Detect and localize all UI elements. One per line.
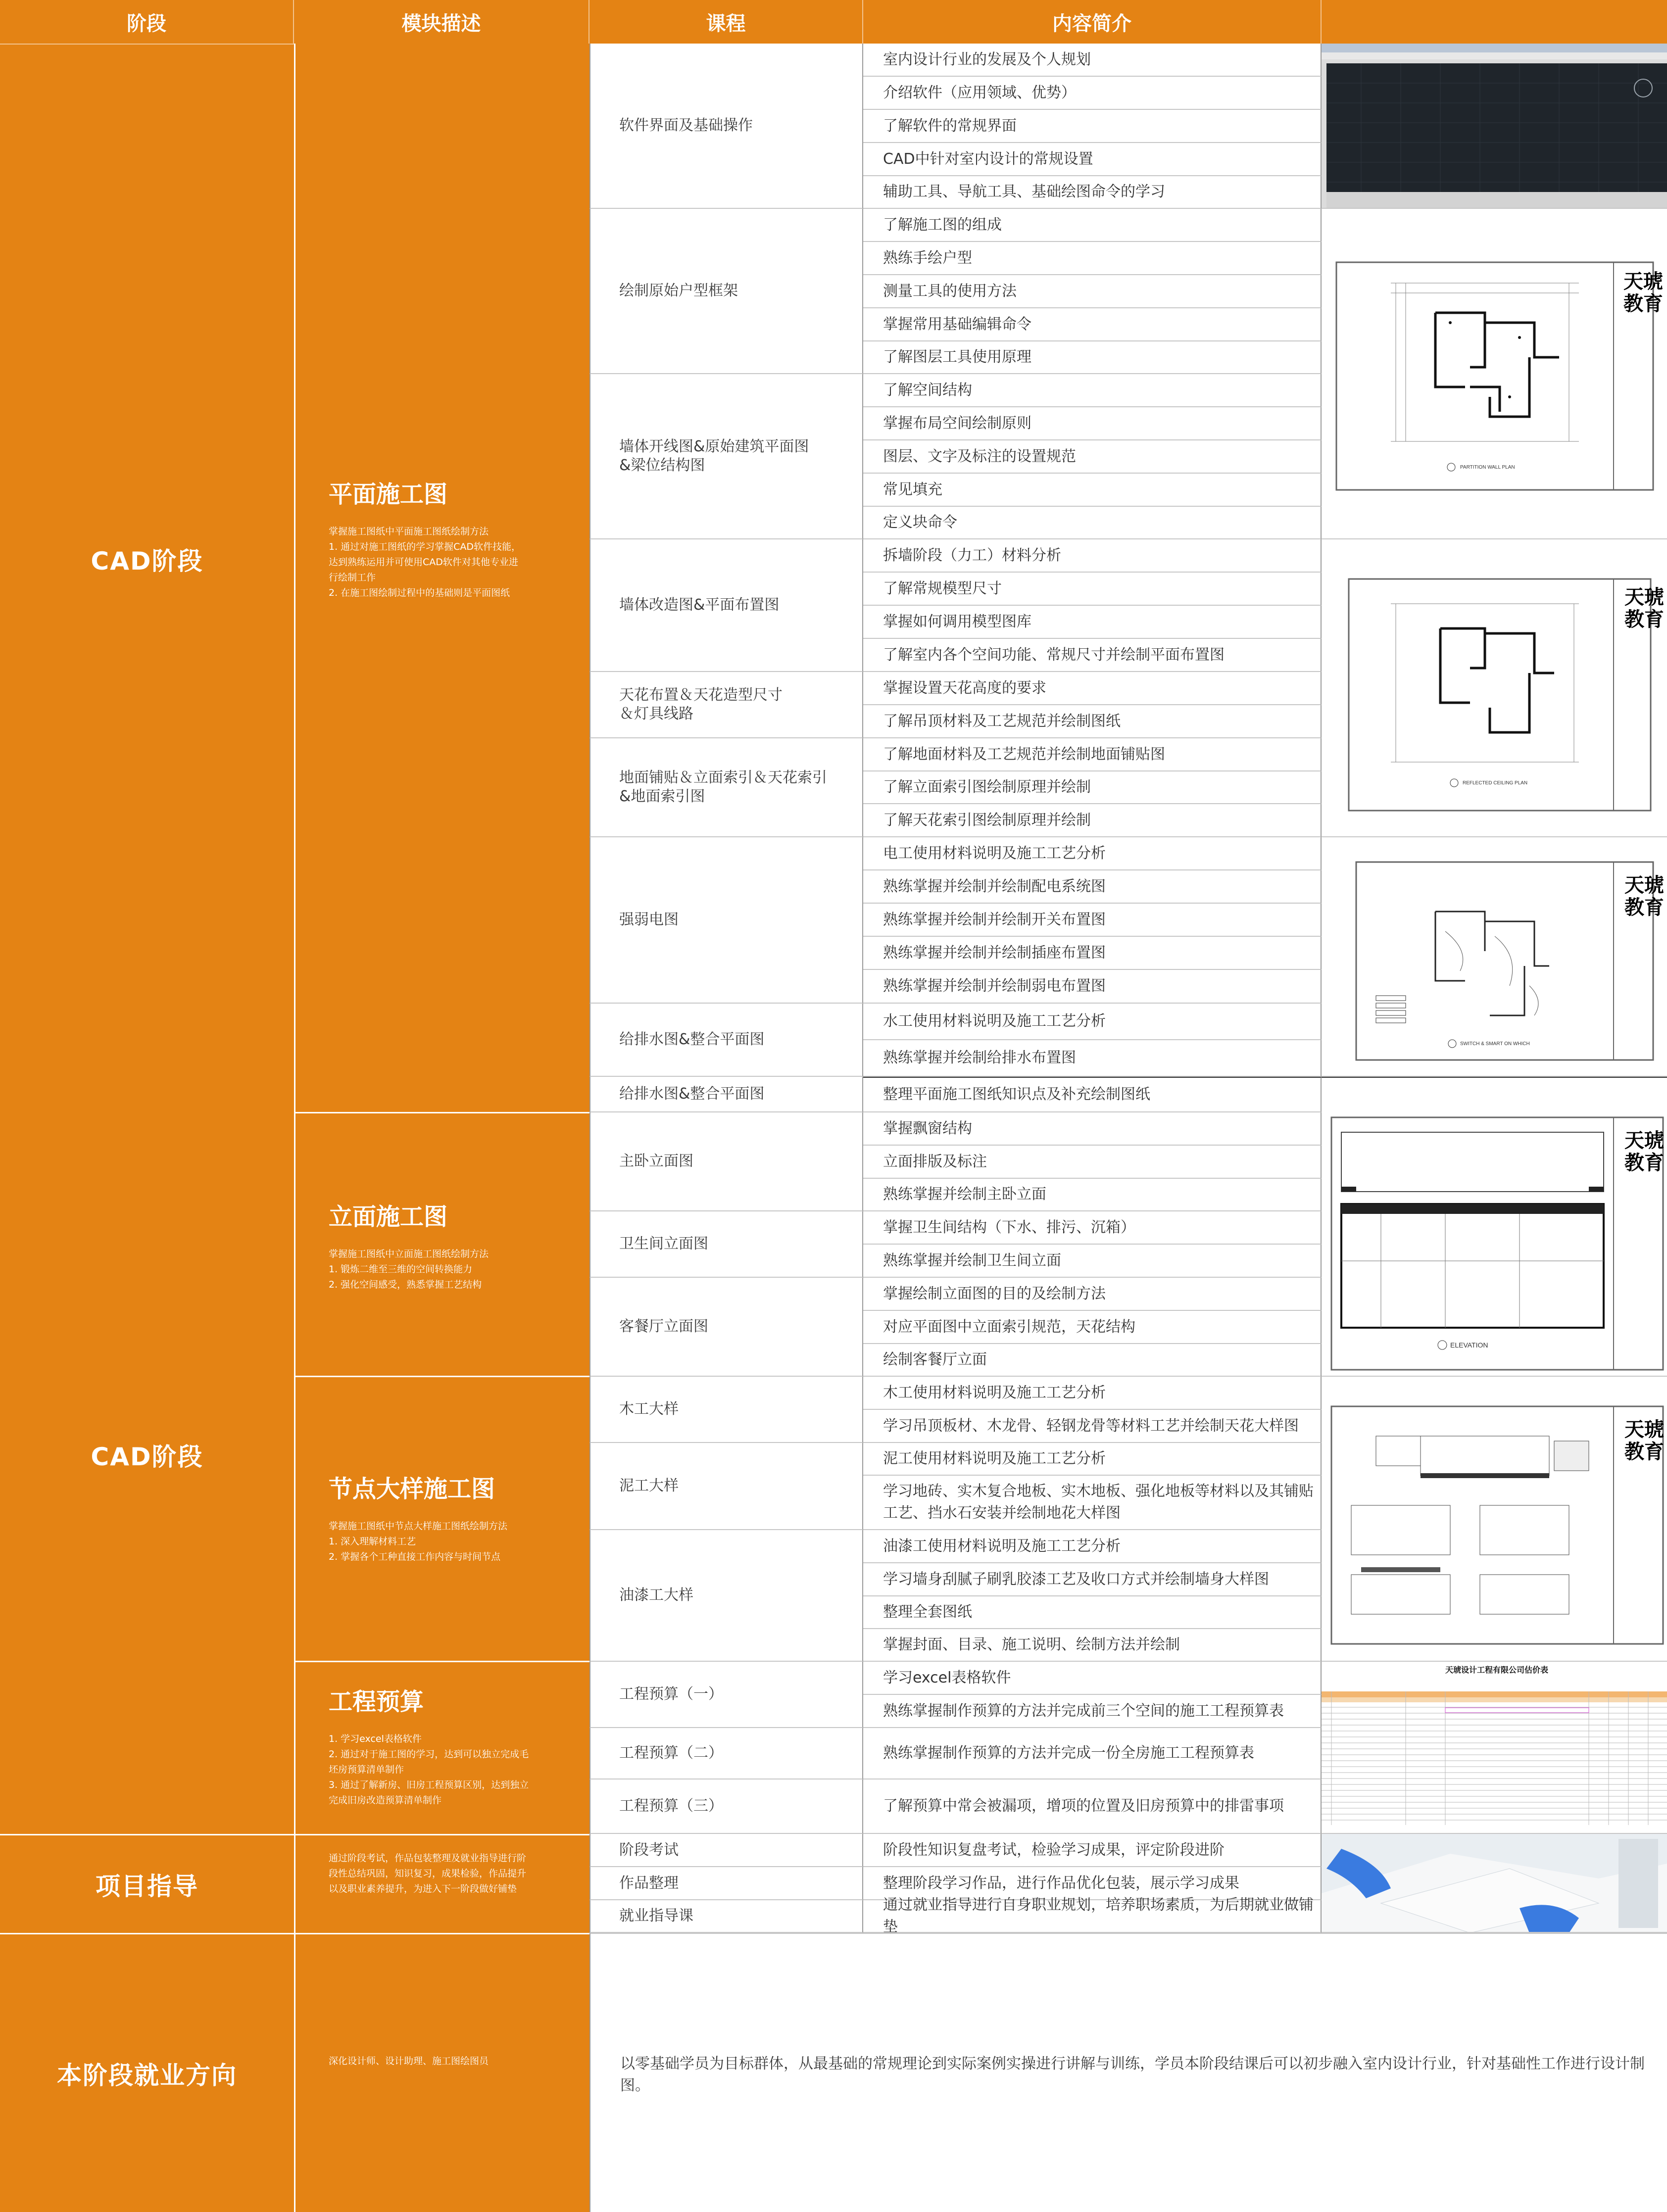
svg-text:教育: 教育 — [1624, 609, 1664, 630]
photo-image — [1322, 1834, 1667, 1933]
module-title: 工程预算 — [329, 1688, 424, 1716]
course-cell: 天花布置＆天花造型尺寸 ＆灯具线路 — [589, 672, 863, 738]
content-item: 整理平面施工图纸知识点及补充绘制图纸 — [863, 1077, 1322, 1112]
svg-text:天琥设计工程有限公司估价表: 天琥设计工程有限公司估价表 — [1445, 1666, 1549, 1675]
content-item: 熟练手绘户型 — [863, 242, 1322, 275]
svg-text:天琥: 天琥 — [1623, 271, 1663, 292]
module-divider — [294, 1933, 589, 1934]
module-divider — [294, 1834, 589, 1835]
content-item: 了解图层工具使用原理 — [863, 341, 1322, 374]
module-desc: 掌握施工图纸中立面施工图纸绘制方法 1. 锻炼二维至三维的空间转换能力 2. 强化空间感受，熟悉掌握工艺结构 — [329, 1249, 489, 1290]
module-job — [294, 2054, 589, 2083]
content-item: 熟练掌握并绘制给排水布置图 — [863, 1040, 1322, 1077]
header-course: 课程 — [589, 0, 863, 44]
content-item: 了解施工图的组成 — [863, 209, 1322, 242]
svg-text:天琥: 天琥 — [1624, 1130, 1664, 1152]
svg-text:天琥: 天琥 — [1624, 586, 1664, 608]
module-divider — [294, 1112, 589, 1113]
module-divider — [294, 1376, 589, 1377]
svg-text:ELEVATION: ELEVATION — [1450, 1341, 1488, 1349]
course-cell: 阶段考试 — [589, 1834, 863, 1867]
content-item: 测量工具的使用方法 — [863, 275, 1322, 308]
course-cell: 油漆工大样 — [589, 1530, 863, 1662]
content-item: 辅助工具、导航工具、基础绘图命令的学习 — [863, 176, 1322, 209]
floor-plan-image — [1322, 209, 1667, 539]
module-project — [294, 1851, 589, 1925]
content-item: 熟练掌握并绘制并绘制开关布置图 — [863, 904, 1322, 937]
content-item: 了解常规模型尺寸 — [863, 573, 1322, 606]
module-desc: 掌握施工图纸中平面施工图纸绘制方法 1. 通过对施工图纸的学习掌握CAD软件技能， 达到熟练运用并可使用CAD软件对其他专业进 行绘制工作 2. 在施工图绘制过程中的基础则是平面图纸 — [329, 526, 521, 598]
module-divider — [294, 1661, 589, 1662]
content-item: 泥工使用材料说明及施工工艺分析 — [863, 1443, 1322, 1476]
stage-cad-label-2: CAD阶段 — [91, 1443, 203, 1471]
course-cell: 木工大样 — [589, 1377, 863, 1443]
content-item: 学习墙身刮腻子刷乳胶漆工艺及收口方式并绘制墙身大样图 — [863, 1563, 1322, 1596]
content-item: 熟练掌握并绘制并绘制弱电布置图 — [863, 970, 1322, 1004]
content-item: 掌握卫生间结构（下水、排污、沉箱） — [863, 1211, 1322, 1245]
content-item: 拆墙阶段（力工）材料分析 — [863, 539, 1322, 573]
content-item: 掌握布局空间绘制原则 — [863, 407, 1322, 440]
course-cell: 给排水图&整合平面图 — [589, 1077, 863, 1112]
job-summary — [589, 1933, 1667, 2212]
content-item: 了解地面材料及工艺规范并绘制地面铺贴图 — [863, 738, 1322, 771]
course-cell: 工程预算（三） — [589, 1779, 863, 1834]
content-item: 了解预算中常会被漏项，增项的位置及旧房预算中的排雷事项 — [863, 1779, 1322, 1834]
course-cell: 作品整理 — [589, 1867, 863, 1900]
content-item: 室内设计行业的发展及个人规划 — [863, 44, 1322, 77]
svg-text:SWITCH & SMART ON WHICH: SWITCH & SMART ON WHICH — [1460, 1041, 1530, 1047]
content-item: 绘制客餐厅立面 — [863, 1344, 1322, 1377]
content-item: 阶段性知识复盘考试，检验学习成果，评定阶段进阶 — [863, 1834, 1322, 1867]
content-item: 图层、文字及标注的设置规范 — [863, 440, 1322, 474]
detail-drawing-image — [1322, 1377, 1667, 1662]
module-desc: 掌握施工图纸中节点大样施工图纸绘制方法 1. 深入理解材料工艺 2. 掌握各个工种直接工作内容与时间节点 — [329, 1521, 508, 1562]
header-content: 内容简介 — [863, 0, 1322, 44]
content-item: 掌握如何调用模型图库 — [863, 606, 1322, 639]
content-item: 立面排版及标注 — [863, 1146, 1322, 1179]
content-item: 介绍软件（应用领域、优势） — [863, 77, 1322, 110]
content-item: 了解吊顶材料及工艺规范并绘制图纸 — [863, 705, 1322, 738]
course-cell: 工程预算（一） — [589, 1662, 863, 1728]
job-desc: 深化设计师、设计助理、施工图绘图员 — [329, 2056, 489, 2067]
course-cell: 墙体开线图&原始建筑平面图 &梁位结构图 — [589, 374, 863, 539]
content-item: 掌握封面、目录、施工说明、绘制方法并绘制 — [863, 1629, 1322, 1662]
course-cell: 软件界面及基础操作 — [589, 44, 863, 209]
svg-text:教育: 教育 — [1623, 293, 1663, 315]
course-cell: 墙体改造图&平面布置图 — [589, 539, 863, 672]
cad-interface-image — [1322, 44, 1667, 209]
content-item: 电工使用材料说明及施工工艺分析 — [863, 837, 1322, 870]
course-cell: 绘制原始户型框架 — [589, 209, 863, 374]
header-stage: 阶段 — [0, 0, 294, 44]
course-cell: 工程预算（二） — [589, 1728, 863, 1779]
content-item: 了解软件的常规界面 — [863, 110, 1322, 143]
elevation-image — [1322, 1112, 1667, 1377]
content-item: 学习地砖、实木复合地板、实木地板、强化地板等材料以及其铺贴 工艺、挡水石安装并绘制地花大样图 — [863, 1476, 1322, 1530]
content-item: 掌握绘制立面图的目的及绘制方法 — [863, 1278, 1322, 1311]
content-item: 了解天花索引图绘制原理并绘制 — [863, 804, 1322, 837]
content-item: 了解室内各个空间功能、常规尺寸并绘制平面布置图 — [863, 639, 1322, 672]
course-cell: 泥工大样 — [589, 1443, 863, 1530]
module-desc: 1. 学习excel表格软件 2. 通过对于施工图的学习，达到可以独立完成毛 坯房预算清单制作 3. 通过了解新房、旧房工程预算区别，达到独立 完成旧房改造预算清单制作 — [329, 1733, 529, 1806]
svg-text:PARTITION WALL PLAN: PARTITION WALL PLAN — [1460, 465, 1515, 470]
content-item: 了解立面索引图绘制原理并绘制 — [863, 771, 1322, 804]
content-item: 定义块命令 — [863, 507, 1322, 539]
svg-text:天琥: 天琥 — [1624, 1419, 1664, 1441]
svg-text:REFLECTED CEILING PLAN: REFLECTED CEILING PLAN — [1463, 780, 1528, 786]
content-item: 学习excel表格软件 — [863, 1662, 1322, 1695]
project-desc: 通过阶段考试，作品包装整理及就业指导进行阶 段性总结巩固，知识复习，成果检验，作品提升 以及职业素养提升，为进入下一阶段做好铺垫 — [329, 1853, 527, 1894]
budget-sheet-image — [1322, 1662, 1667, 1834]
content-item: 整理阶段学习作品，进行作品优化包装，展示学习成果 — [863, 1867, 1322, 1900]
stage-cad-label-1: CAD阶段 — [91, 547, 203, 576]
content-item: 熟练掌握并绘制卫生间立面 — [863, 1245, 1322, 1278]
content-item: 木工使用材料说明及施工工艺分析 — [863, 1377, 1322, 1410]
content-item: 掌握飘窗结构 — [863, 1112, 1322, 1146]
svg-text:教育: 教育 — [1624, 1441, 1664, 1463]
course-cell: 主卧立面图 — [589, 1112, 863, 1211]
module-detail — [294, 1470, 589, 1579]
content-item: 掌握设置天花高度的要求 — [863, 672, 1322, 705]
image-spacer — [1322, 1077, 1667, 1112]
content-item: 熟练掌握并绘制并绘制配电系统图 — [863, 870, 1322, 904]
course-cell: 给排水图&整合平面图 — [589, 1004, 863, 1077]
module-title: 节点大样施工图 — [329, 1475, 495, 1503]
header-module: 模块描述 — [294, 0, 589, 44]
content-item: 掌握常用基础编辑命令 — [863, 308, 1322, 341]
content-item: 油漆工使用材料说明及施工工艺分析 — [863, 1530, 1322, 1563]
course-cell: 地面铺贴＆立面索引＆天花索引 &地面索引图 — [589, 738, 863, 837]
module-elevation — [294, 1198, 589, 1306]
header-image — [1322, 0, 1667, 44]
module-plan — [294, 475, 589, 624]
stage-job: 本阶段就业方向 — [0, 1933, 294, 2212]
content-item: 水工使用材料说明及施工工艺分析 — [863, 1004, 1322, 1040]
svg-text:教育: 教育 — [1624, 897, 1664, 918]
content-item: 熟练掌握并绘制主卧立面 — [863, 1179, 1322, 1211]
course-cell: 客餐厅立面图 — [589, 1278, 863, 1377]
content-item: 熟练掌握制作预算的方法并完成一份全房施工工程预算表 — [863, 1728, 1322, 1779]
module-title: 平面施工图 — [329, 481, 448, 508]
content-item: 常见填充 — [863, 474, 1322, 507]
module-title: 立面施工图 — [329, 1203, 448, 1231]
stage-cad-column — [0, 44, 294, 1834]
content-item: 对应平面图中立面索引规范，天花结构 — [863, 1311, 1322, 1344]
content-item: 整理全套图纸 — [863, 1596, 1322, 1629]
content-item: 了解空间结构 — [863, 374, 1322, 407]
content-item: 学习吊顶板材、木龙骨、轻钢龙骨等材料工艺并绘制天花大样图 — [863, 1410, 1322, 1443]
course-cell: 卫生间立面图 — [589, 1211, 863, 1278]
content-item: CAD中针对室内设计的常规设置 — [863, 143, 1322, 176]
content-item: 熟练掌握制作预算的方法并完成前三个空间的施工工程预算表 — [863, 1695, 1322, 1728]
course-cell: 强弱电图 — [589, 837, 863, 1004]
ceiling-plan-image — [1322, 539, 1667, 837]
content-item: 熟练掌握并绘制并绘制插座布置图 — [863, 937, 1322, 970]
svg-text:天琥: 天琥 — [1624, 874, 1664, 896]
job-summary-text: 以零基础学员为目标群体，从最基础的常规理论到实际案例实操进行讲解与训练，学员本阶段结课后可以初步融入室内设计行业，针对基础性工作进行设计制图。 — [620, 2055, 1645, 2094]
content-item: 通过就业指导进行自身职业规划，培养职场素质，为后期就业做铺垫 — [863, 1900, 1322, 1933]
svg-text:教育: 教育 — [1624, 1152, 1664, 1174]
stage-project: 项目指导 — [0, 1834, 294, 1933]
course-cell: 就业指导课 — [589, 1900, 863, 1933]
module-budget — [294, 1683, 589, 1821]
electrical-plan-image — [1322, 837, 1667, 1077]
